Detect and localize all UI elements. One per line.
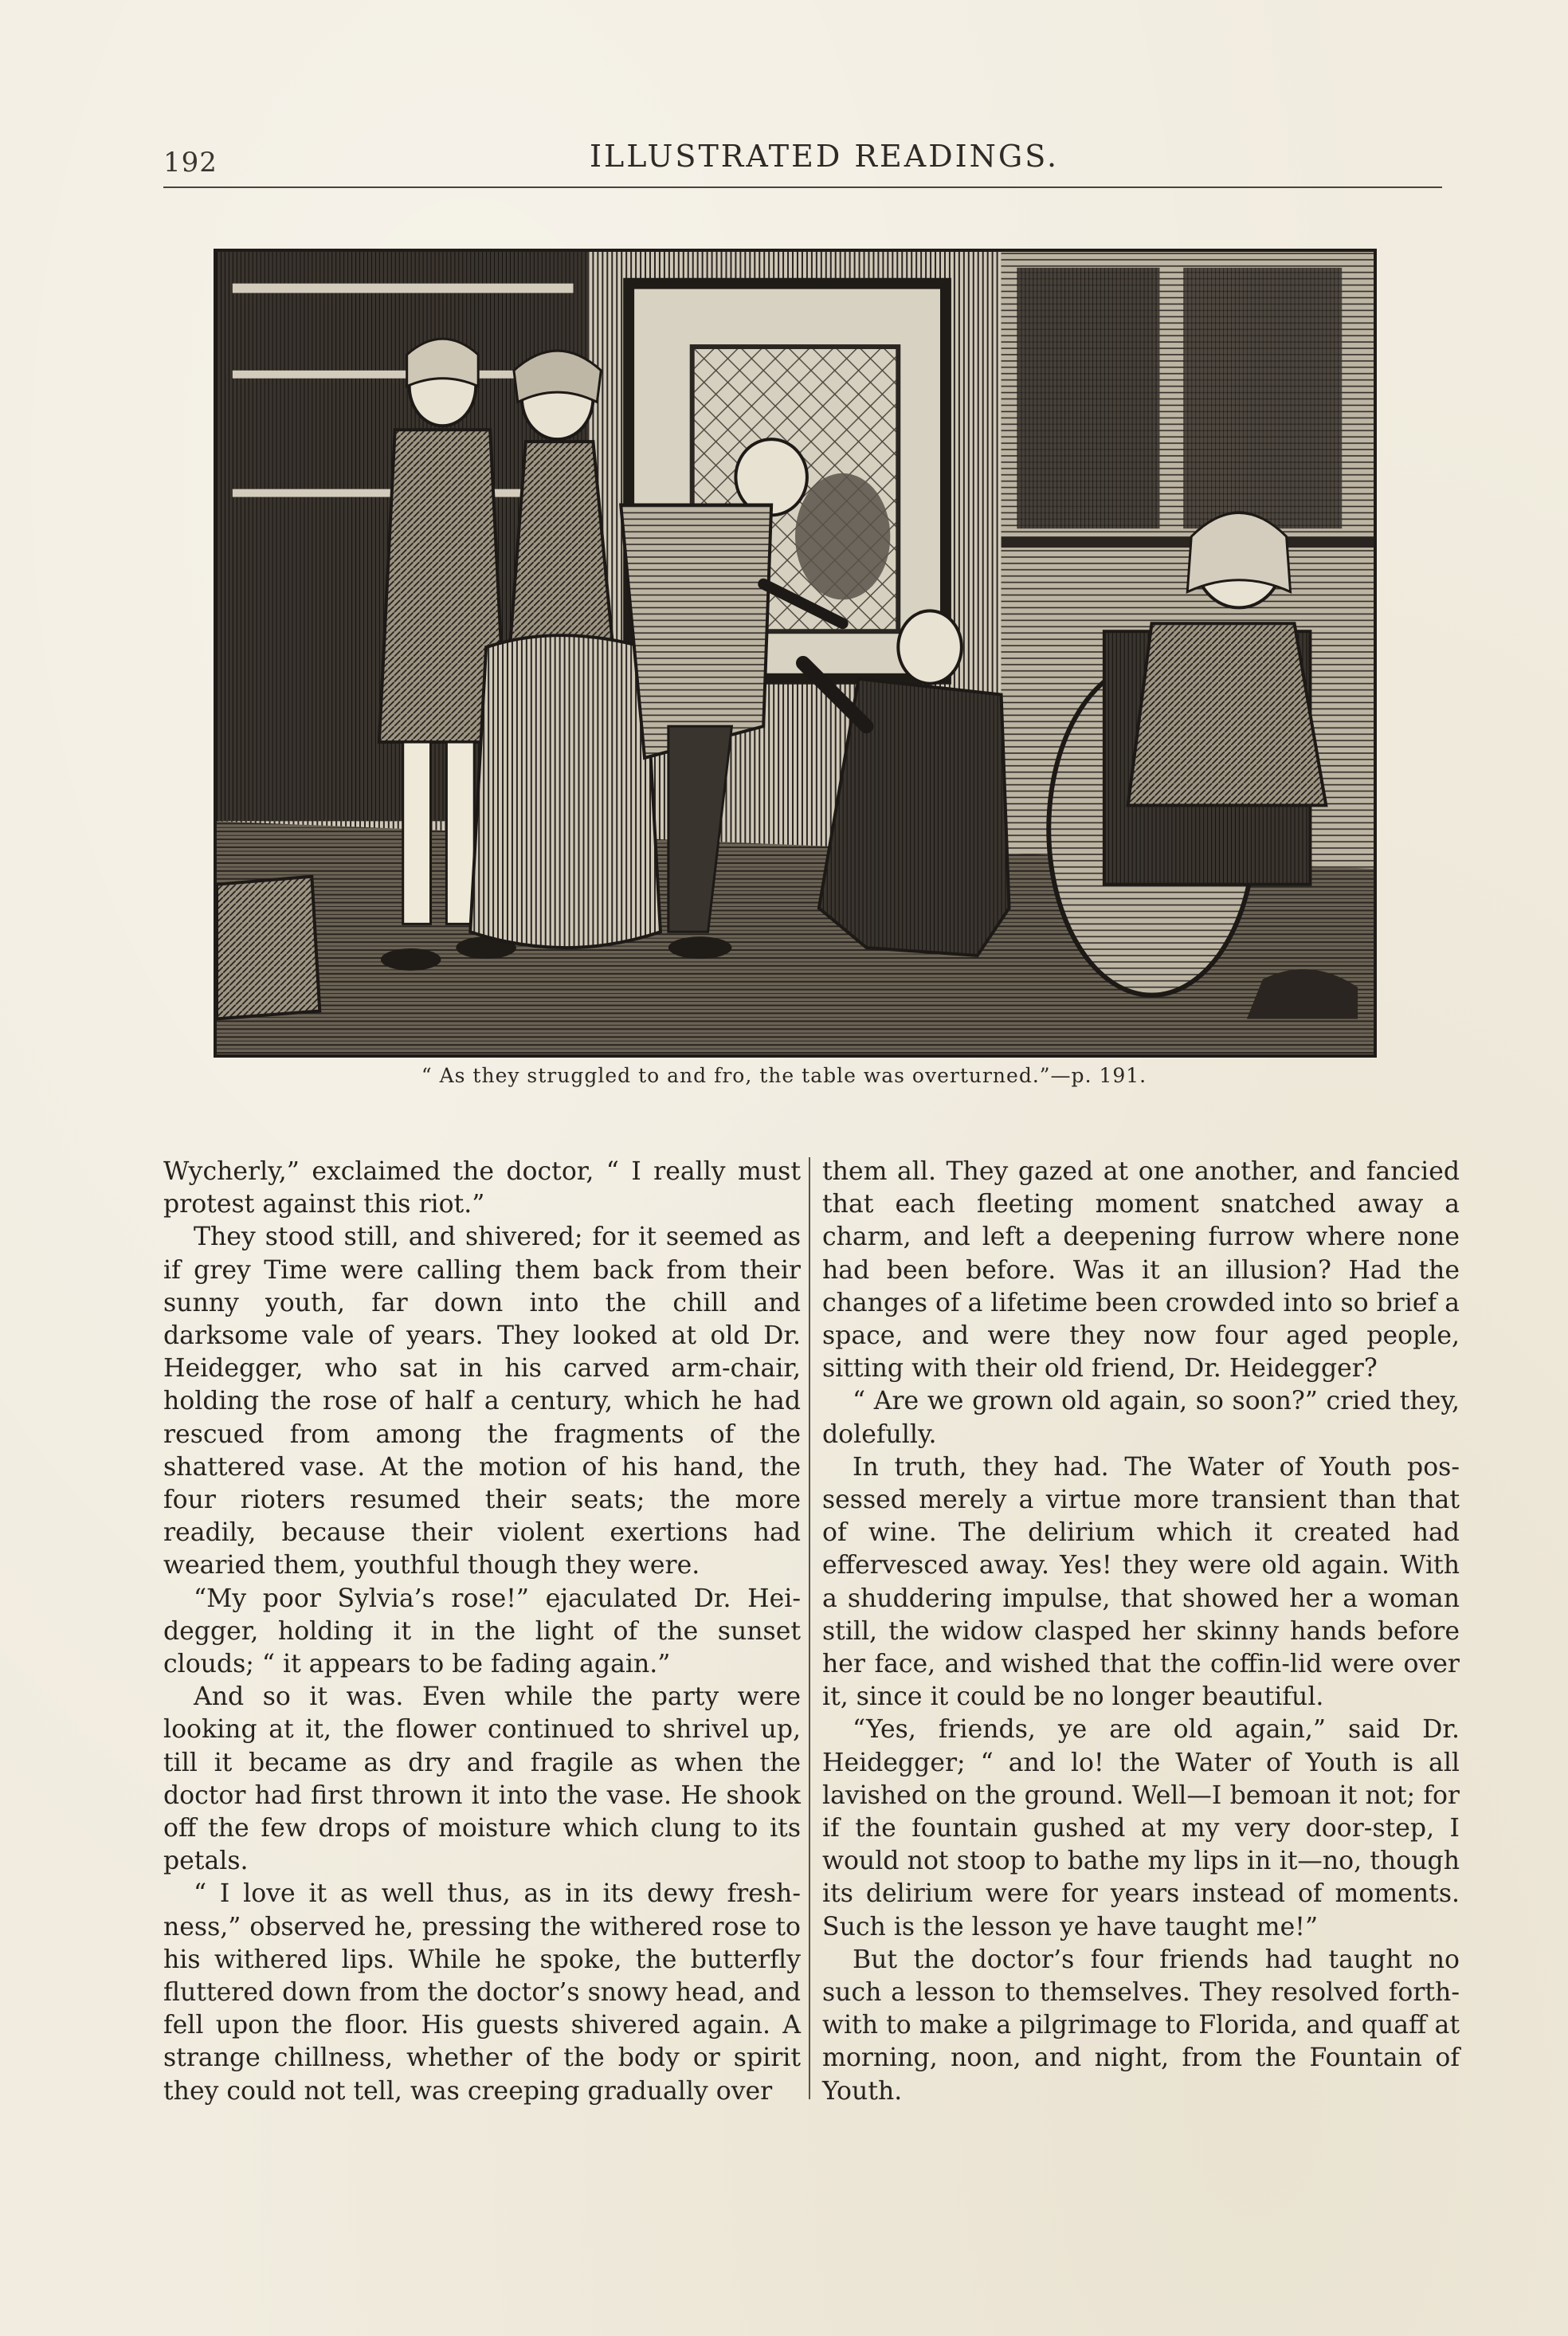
paragraph: And so it was. Even while the party were looking at it, the flower continued to shrivel up, till it became as dry and fragile as when the doctor had first thrown it into the vase. He shook off the few drops of moisture which clung to its petals. xyxy=(163,1682,801,1876)
figure-caption: “ As they struggled to and fro, the table was overturned.”—p. 191. xyxy=(421,1064,1147,1087)
engraving-scene xyxy=(217,252,1374,1054)
paragraph: But the doctor’s four friends had taught no such a lesson to themselves. They resolved forthwith to make a pilgrimage to Florida, and quaff at morning, noon, and night, from the Fountain of Youth. xyxy=(822,1945,1460,2106)
paragraph: They stood still, and shivered; for it seemed as if grey Time were calling them back from their sunny youth, far down into the chill and darksome vale of years. They looked at old Dr. Heidegger, who sat in his carved arm-chair, holding the rose of half a century, which he had rescued from among the fragments of the shattered vase. At the motion of his hand, the four rioters resumed their seats; the more readily, because their violent exertions had wearied them, youthful though they were. xyxy=(163,1223,801,1580)
paragraph: Wycherly,” exclaimed the doctor, “ I really must protest against this riot.” xyxy=(163,1157,801,1219)
paragraph: “My poor Sylvia’s rose!” ejaculated Dr. Heidegger, holding it in the light of the sunset clouds; “ it appears to be fading again.” xyxy=(163,1584,801,1679)
left-text-column xyxy=(163,1156,801,2108)
column-divider xyxy=(809,1157,810,2099)
header-rule xyxy=(163,186,1442,188)
engraving-illustration xyxy=(214,249,1377,1058)
paragraph: “ I love it as well thus, as in its dewy freshness,” observed he, pressing the withered rose to his withered lips. While he spoke, the butterfly fluttered down from the doctor’s snowy head, and fell upon the floor. His guests shivered again. A strange chillness, whether of the body or spirit they could not tell, was creeping gradually over xyxy=(163,1879,801,2106)
paragraph: In truth, they had. The Water of Youth possessed merely a virtue more transient than that of wine. The delirium which it created had effervesced away. Yes! they were old again. With a shuddering impulse, that showed her a woman still, the widow clasped her skinny hands before her face, and wished that the coffin-lid were over it, since it could be no longer beautiful. xyxy=(822,1452,1460,1712)
right-text-column xyxy=(822,1156,1460,2108)
running-title: ILLUSTRATED READINGS. xyxy=(590,139,1060,174)
paragraph: them all. They gazed at one another, and fancied that each fleeting moment snatched away a charm, and left a deepening furrow where none had been before. Was it an illusion? Had the changes of a lifetime been crowded into so brief a space, and were they now four aged people, sitting with their old friend, Dr. Heidegger? xyxy=(822,1157,1460,1384)
paragraph: “ Are we grown old again, so soon?” cried they, dolefully. xyxy=(822,1387,1460,1449)
running-head xyxy=(163,135,1442,183)
paragraph: “Yes, friends, ye are old again,” said Dr. Heidegger; “ and lo! the Water of Youth is all lavished on the ground. Well—I bemoan it not; for if the fountain gushed at my very door-step, I would not stoop to bathe my lips in it—no, though its delirium were for years instead of moments. Such is the lesson ye have taught me!” xyxy=(822,1715,1460,1941)
page-number: 192 xyxy=(163,147,218,179)
